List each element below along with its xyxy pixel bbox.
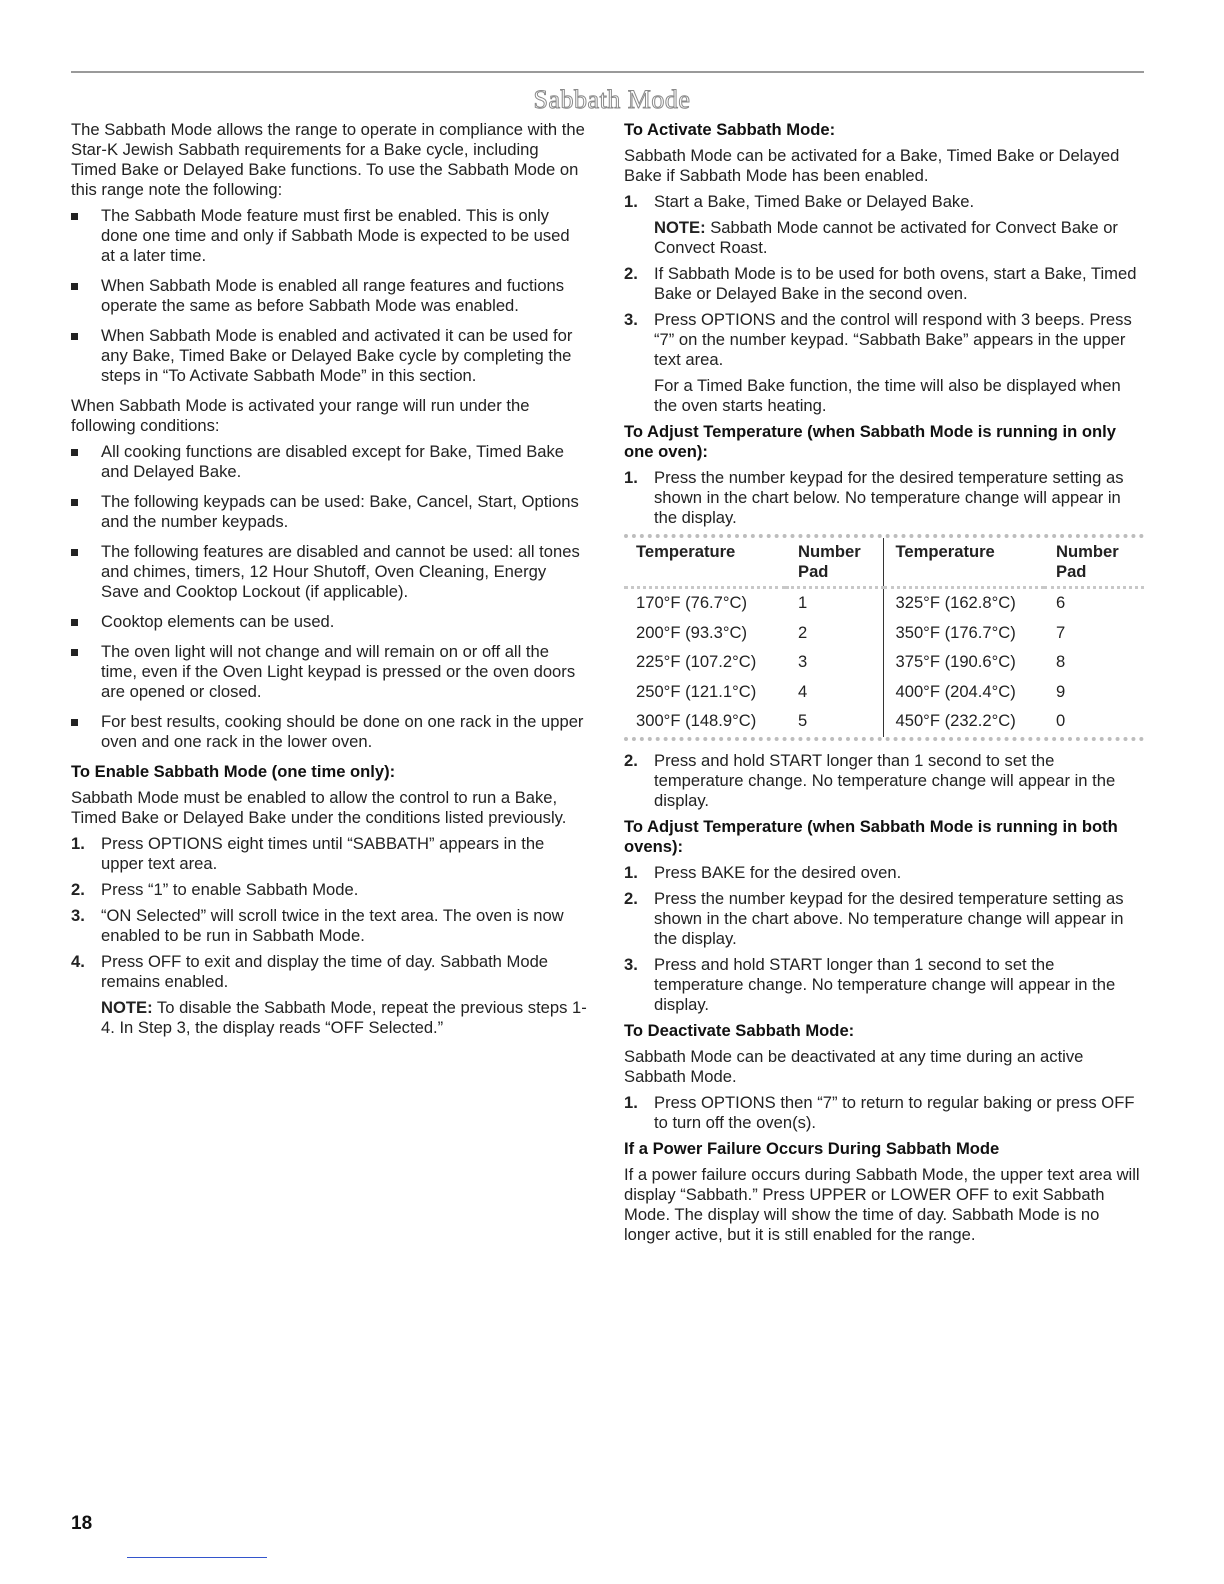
table-cell: 450°F (232.2°C) [883,707,1044,737]
table-cell: 325°F (162.8°C) [883,588,1044,619]
power-failure-text: If a power failure occurs during Sabbath Mode, the upper text area will display “Sabbath.” Press UPPER or LOWER OFF to exit Sabbath Mode. The display will show the time of day. Sabbath Mode is no longer active, but it is still enabled for the range. [624,1164,1140,1244]
list-item: Cooktop elements can be used. [71,612,588,632]
activate-note: NOTE: Sabbath Mode cannot be activated for Convect Bake or Convect Roast. [654,218,1118,257]
enable-steps [71,834,588,1038]
table-cell: 9 [1056,681,1066,701]
list-item: The following features are disabled and cannot be used: all tones and chimes, timers, 12 Hour Shutoff, Oven Cleaning, Energy Save and Cooktop Lockout (if applicable). [71,542,588,602]
table-row [624,678,1144,708]
step-item: 1. Press OPTIONS then “7” to return to regular baking or press OFF to turn off the oven(s). [624,1092,1135,1132]
table-cell: 8 [1056,652,1066,671]
bullet-square-icon [71,619,78,626]
conditions-list [71,442,588,752]
table-row [624,619,1144,649]
step-item: 4. Press OFF to exit and display the time of day. Sabbath Mode remains enabled. NOTE: To disable the Sabbath Mode, repeat the previous steps 1-4. In Step 3, the display reads “OFF Selected.” [71,952,587,1037]
table-row [624,707,1144,737]
deactivate-intro: Sabbath Mode can be deactivated at any time during an active Sabbath Mode. [624,1046,1084,1086]
page-number: 18 [71,1513,93,1534]
enable-intro: Sabbath Mode must be enabled to allow the control to run a Bake, Timed Bake or Delayed Bake under the conditions listed previously. [71,788,567,827]
table-cell: 3 [798,652,808,671]
list-item: When Sabbath Mode is enabled and activated it can be used for any Bake, Timed Bake or Delayed Bake cycle by completing the steps in “To Activate Sabbath Mode” in this section. [71,326,588,386]
table-cell: 1 [798,593,808,612]
table-cell: 7 [1056,622,1066,642]
step-item: 3. Press OPTIONS and the control will respond with 3 beeps. Press “7” on the number keypad. “Sabbath Bake” appears in the upper text area. For a Timed Bake function, the time will also be displayed when the oven starts heating. [624,310,1144,416]
column-header: Temperature [624,538,786,588]
table-cell: 2 [798,622,808,642]
table-cell: 300°F (148.9°C) [636,711,757,730]
list-item: When Sabbath Mode is enabled all range features and fuctions operate the same as before Sabbath Mode was enabled. [71,276,588,316]
step-item: 1. Press the number keypad for the desired temperature setting as shown in the chart below. No temperature change will appear in the display. [624,468,1124,527]
table-cell: 250°F (121.1°C) [636,681,757,701]
table-cell: 5 [798,711,808,730]
list-item: All cooking functions are disabled except for Bake, Timed Bake and Delayed Bake. [71,442,588,482]
table-cell: 0 [1056,711,1066,730]
table-row [624,648,1144,678]
list-item: The oven light will not change and will remain on or off all the time, even if the Oven Light keypad is pressed or the oven doors are opened or closed. [71,642,588,702]
bullet-square-icon [71,549,78,556]
step-item: 3. “ON Selected” will scroll twice in the text area. The oven is now enabled to be run in Sabbath Mode. [71,906,564,945]
step-item: 2. Press and hold START longer than 1 second to set the temperature change. No temperature change will appear in the display. [624,750,1116,810]
table-row [624,588,1144,619]
column-header: Temperature [883,538,1044,588]
header-rule [71,71,1144,73]
conditions-intro: When Sabbath Mode is activated your range will run under the following conditions: [71,396,530,435]
adjust-both-steps [624,863,1144,1015]
bullet-square-icon [71,499,78,506]
table-cell: 4 [798,681,808,701]
right-column [624,120,1144,1251]
step-item: 2. Press “1” to enable Sabbath Mode. [71,880,359,899]
enable-note: NOTE: To disable the Sabbath Mode, repeat the previous steps 1-4. In Step 3, the display reads “OFF Selected.” [101,998,587,1037]
page-title: Sabbath Mode [533,85,691,114]
bullet-square-icon [71,719,78,726]
list-item: The Sabbath Mode feature must first be enabled. This is only done one time and only if Sabbath Mode is expected to be used at a later time. [71,206,588,266]
footer-rule [127,1557,267,1558]
bullet-square-icon [71,213,78,220]
activate-heading: To Activate Sabbath Mode: [624,120,836,139]
power-failure-heading: If a Power Failure Occurs During Sabbath Mode [624,1138,1000,1158]
bullet-square-icon [71,333,78,340]
step-item: 2. Press the number keypad for the desired temperature setting as shown in the chart above. No temperature change will appear in the display. [624,888,1124,948]
list-item: For best results, cooking should be done on one rack in the upper oven and one rack in the lower oven. [71,712,588,752]
table-cell: 225°F (107.2°C) [636,652,757,671]
temperature-table [624,534,1144,741]
activate-steps [624,192,1144,416]
column-header: Number Pad [1044,538,1144,588]
bullet-square-icon [71,283,78,290]
adjust-one-heading: To Adjust Temperature (when Sabbath Mode is running in only one oven): [624,422,1116,461]
table-cell: 6 [1056,593,1066,612]
activate-intro: Sabbath Mode can be activated for a Bake, Timed Bake or Delayed Bake if Sabbath Mode has been enabled. [624,146,1120,185]
intro-paragraph: The Sabbath Mode allows the range to operate in compliance with the Star-K Jewish Sabbath requirements for a Bake cycle, including Timed Bake or Delayed Bake functions. To use the Sabbath Mode on this range note the following: [71,120,585,199]
step-item: 1. Press OPTIONS eight times until “SABBATH” appears in the upper text area. [71,834,545,873]
table-cell: 350°F (176.7°C) [883,619,1044,649]
step-item: 1. Start a Bake, Timed Bake or Delayed Bake. NOTE: Sabbath Mode cannot be activated for Convect Bake or Convect Roast. [624,192,1144,258]
bullet-square-icon [71,649,78,656]
step-item: 1. Press BAKE for the desired oven. [624,862,902,882]
table-cell: 400°F (204.4°C) [883,678,1044,708]
column-header: Number Pad [786,538,883,588]
deactivate-heading: To Deactivate Sabbath Mode: [624,1020,855,1040]
table-cell: 375°F (190.6°C) [883,648,1044,678]
left-column [71,120,588,1044]
enable-notes-list [71,206,588,386]
adjust-one-steps [624,468,1144,528]
table-header-row [624,538,1144,588]
bullet-square-icon [71,449,78,456]
table-cell: 200°F (93.3°C) [636,622,748,642]
list-item: The following keypads can be used: Bake, Cancel, Start, Options and the number keypads. [71,492,588,532]
step-item: 3. Press and hold START longer than 1 second to set the temperature change. No temperature change will appear in the display. [624,954,1116,1014]
enable-heading: To Enable Sabbath Mode (one time only): [71,762,396,781]
step-item: 2. If Sabbath Mode is to be used for both ovens, start a Bake, Timed Bake or Delayed Bake in the second oven. [624,264,1137,303]
adjust-both-heading: To Adjust Temperature (when Sabbath Mode is running in both ovens): [624,816,1118,856]
timed-bake-note: For a Timed Bake function, the time will also be displayed when the oven starts heating. [654,376,1121,415]
deactivate-steps [624,1093,1144,1133]
table-cell: 170°F (76.7°C) [636,593,748,612]
adjust-one-steps-continued [624,751,1144,811]
